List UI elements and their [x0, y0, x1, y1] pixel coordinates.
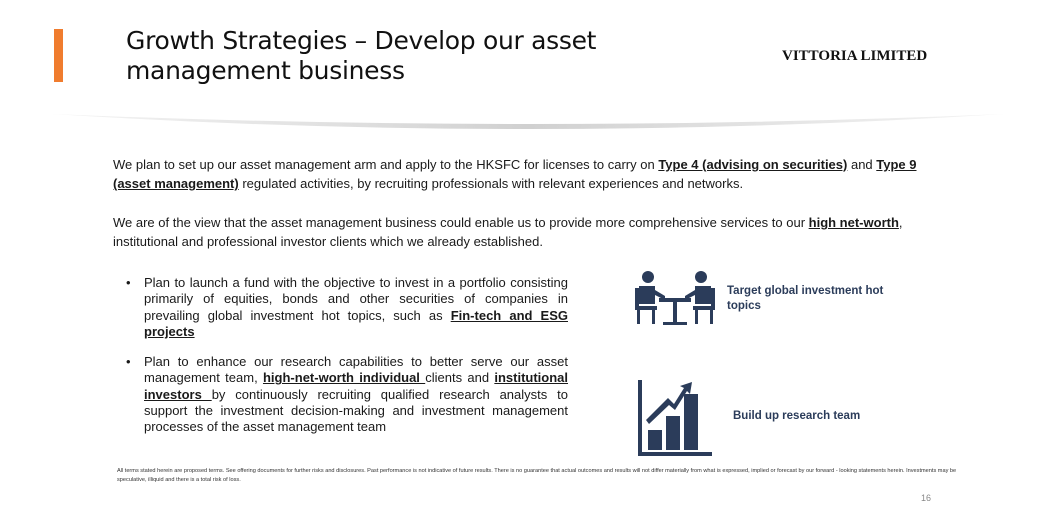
intro-text: and — [847, 157, 877, 172]
fintech-esg-term: Fin-tech and ESG projects — [144, 307, 568, 339]
title-accent-bar — [54, 29, 63, 82]
bullet-text: Plan to launch a fund with the objective to invest in a portfolio consisting primarily of equities, bonds and other securities of companies in prevailing global investment hot topics, such as — [144, 275, 568, 323]
page-number: 16 — [921, 493, 932, 503]
legal-disclaimer: All terms stated herein are proposed terms. See offering documents for further risks and disclosures. Past performance is not indicative of future results. There is no guarantee that actual outcomes and results will not differ materially from what is expressed, implied or forecast by our forward - looking statements herein. Investments may be speculative, illiquid and there is a total risk of loss. — [117, 468, 957, 483]
meeting-people-icon — [633, 270, 717, 328]
high-net-worth-term: high net-worth — [808, 215, 899, 230]
intro-text: , institutional and professional investor clients which we already established. — [113, 215, 903, 249]
type4-license: Type 4 (advising on securities) — [658, 157, 848, 172]
institutional-investors-term: institutional investors — [144, 370, 569, 402]
research-team-label: Build up research team — [733, 410, 861, 422]
intro-text: We are of the view that the asset management business could enable us to provide more comprehensive services to our — [113, 215, 809, 230]
header-divider — [52, 108, 1004, 132]
type9-license: Type 9 (asset management) — [113, 157, 917, 191]
bullet-research — [126, 354, 568, 435]
growth-bar-chart-icon — [638, 380, 712, 456]
intro-text: We plan to set up our asset management arm and apply to the HKSFC for licenses to carry on — [113, 157, 659, 172]
target-hot-topics-label: Target global investment hot topics — [727, 285, 884, 312]
intro-paragraph-clients — [113, 213, 918, 251]
brand-name: VITTORIA LIMITED — [782, 48, 928, 64]
bullet-text: Plan to enhance our research capabilities to better serve our asset management team, — [144, 354, 568, 386]
page-title: Growth Strategies – Develop our asset management business — [126, 26, 597, 85]
strategy-bullet-list — [126, 275, 568, 436]
bullet-fund-launch — [126, 275, 568, 340]
bullet-text: by continuously recruiting qualified research analysts to support the investment decision-making and investment management processes of the asset management team — [144, 386, 568, 435]
hnwi-term: high-net-worth individual — [262, 370, 426, 386]
intro-text: regulated activities, by recruiting professionals with relevant experiences and networks. — [238, 176, 744, 191]
intro-paragraph-licenses — [113, 155, 918, 193]
bullet-text: clients and — [425, 370, 495, 386]
